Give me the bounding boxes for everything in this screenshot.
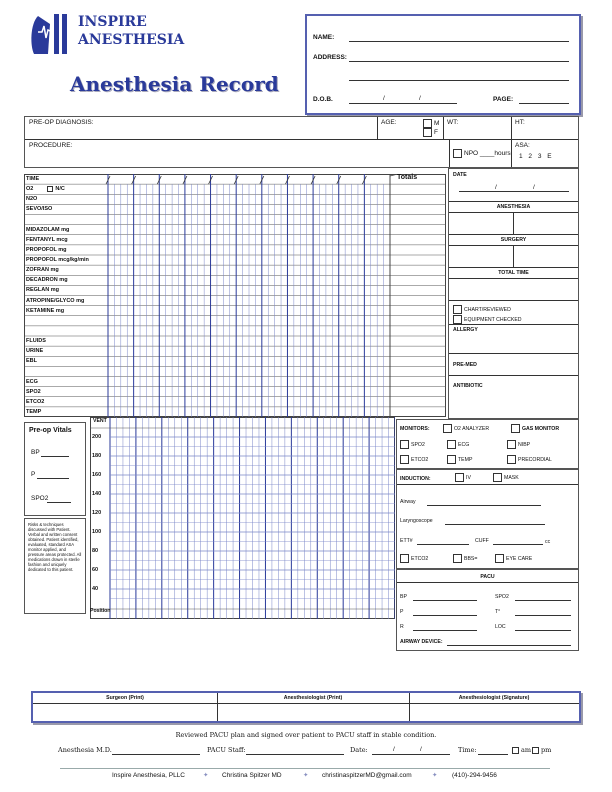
grid-row-label: O2 N/C xyxy=(26,186,65,193)
pacu-t-field[interactable] xyxy=(515,615,571,616)
pacu-box xyxy=(396,569,579,651)
p-label: P xyxy=(31,471,36,478)
totals-label: Totals xyxy=(397,174,418,181)
vitals-scale-label: 40 xyxy=(92,586,99,592)
vitals-grid-lines xyxy=(90,417,395,619)
grid-row-label: URINE xyxy=(26,348,44,355)
pacu-staff-label: PACU Staff: xyxy=(207,746,246,754)
grid-row-label: KETAMINE mg xyxy=(26,307,65,314)
eye-care-checkbox[interactable]: EYE CARE xyxy=(495,554,532,563)
address-field-1[interactable] xyxy=(349,61,569,62)
asa-label: ASA: xyxy=(515,142,530,149)
monitor-gas[interactable]: GAS MONITOR xyxy=(511,424,559,433)
footer-date-field[interactable] xyxy=(372,754,450,755)
surgery-time-label: SURGERY xyxy=(500,237,527,243)
header-box xyxy=(24,116,579,168)
footer-date-label: Date: xyxy=(350,746,368,754)
pacu-spo2-field[interactable] xyxy=(515,600,571,601)
chart-reviewed-checkbox[interactable]: CHART/REVIEWED xyxy=(453,305,511,314)
airway-device-field[interactable] xyxy=(447,645,571,646)
vitals-scale-label: 180 xyxy=(92,453,102,459)
grid-row-label: PROPOFOL mg xyxy=(26,246,67,253)
preop-vitals-title: Pre-op Vitals xyxy=(29,427,72,434)
grid-row-label: TIME xyxy=(26,176,40,182)
induction-mask[interactable]: MASK xyxy=(493,473,519,482)
anesthesia-md-field[interactable] xyxy=(112,754,200,755)
footer-separator-icon: ✦ xyxy=(203,772,209,779)
vitals-scale-label: 100 xyxy=(92,529,102,535)
grid-row-label: FENTANYL mcg xyxy=(26,236,68,243)
pacu-spo2-label: SPO2 xyxy=(495,594,509,600)
brand-line2: ANESTHESIA xyxy=(78,32,185,48)
vitals-scale-label: 200 xyxy=(92,434,102,440)
footer-time-field[interactable] xyxy=(478,754,508,755)
monitor-precordial[interactable]: PRECORDIAL xyxy=(507,455,552,464)
grid-row-label: SPO2 xyxy=(26,388,41,395)
vitals-scale-label: 80 xyxy=(92,548,99,554)
pacu-p-field[interactable] xyxy=(413,615,477,616)
pacu-loc-label: LOC xyxy=(495,624,506,630)
name-field[interactable] xyxy=(349,41,569,42)
page-label: PAGE: xyxy=(493,96,514,103)
procedure-label: PROCEDURE: xyxy=(29,142,73,149)
footer-company: Inspire Anesthesia, PLLC xyxy=(112,772,185,779)
anesthesiologist-signature-label: Anesthesiologist (Signature) xyxy=(458,695,530,701)
bp-field[interactable] xyxy=(41,456,69,457)
preop-vitals-box xyxy=(24,422,86,516)
induction-iv[interactable]: IV xyxy=(455,473,471,482)
premed-label: PRE-MED xyxy=(453,362,477,368)
grid-row-label: REGLAN mg xyxy=(26,287,59,294)
surgeon-print-label: Surgeon (Print) xyxy=(106,695,144,701)
grid-row-label: SEVO/ISO xyxy=(26,206,53,213)
footer-separator-icon: ✦ xyxy=(303,772,309,779)
anesthesia-md-label: Anesthesia M.D. xyxy=(58,746,112,754)
induction-label: INDUCTION: xyxy=(400,476,431,482)
sex-m[interactable]: M xyxy=(423,119,439,128)
lungs-logo-icon xyxy=(28,10,76,58)
bbs-checkbox[interactable]: BBS= xyxy=(453,554,477,563)
footer-email[interactable]: christinaspitzerMD@gmail.com xyxy=(322,772,412,779)
grid-row-label: DECADRON mg xyxy=(26,277,68,284)
p-field[interactable] xyxy=(37,478,69,479)
signature-box xyxy=(31,691,581,723)
antibiotic-label: ANTIBIOTIC xyxy=(453,383,483,389)
age-label: AGE: xyxy=(381,119,397,126)
grid-row-label: ETCO2 xyxy=(26,398,45,405)
anesthesiologist-signature-field[interactable] xyxy=(411,705,577,719)
pacu-p-label: P xyxy=(400,609,404,615)
airway-label: Airway xyxy=(400,499,416,505)
address-field-2[interactable] xyxy=(349,80,569,81)
grid-row-label: ATROPINE/GLYCO mg xyxy=(26,297,85,304)
name-label: NAME: xyxy=(313,34,335,41)
grid-row-label: ZOFRAN mg xyxy=(26,267,59,274)
pacu-r-label: R xyxy=(400,624,404,630)
monitor-temp[interactable]: TEMP xyxy=(447,455,472,464)
patient-box: NAME: ADDRESS: D.O.B. / / PAGE: xyxy=(305,14,581,115)
dob-field[interactable] xyxy=(349,103,457,104)
pm-checkbox[interactable]: pm xyxy=(532,746,551,754)
page-title: Anesthesia Record xyxy=(70,72,279,96)
grid-row-label: TEMP xyxy=(26,408,42,415)
vitals-chart xyxy=(90,417,395,619)
laryngoscope-label: Laryngoscope xyxy=(400,518,433,524)
surgeon-print-field[interactable] xyxy=(35,705,215,719)
am-checkbox[interactable]: am xyxy=(512,746,531,754)
pacu-bp-label: BP xyxy=(400,594,407,600)
vitals-scale-label: 160 xyxy=(92,472,102,478)
pacu-loc-field[interactable] xyxy=(515,630,571,631)
induction-box xyxy=(396,469,579,569)
grid-row-label: ECG xyxy=(26,378,38,385)
sex-f[interactable]: F xyxy=(423,128,438,137)
footer-separator-icon: ✦ xyxy=(432,772,438,779)
grid-row-label: FLUIDS xyxy=(26,338,46,344)
monitors-box xyxy=(396,419,579,469)
address-label: ADDRESS: xyxy=(313,54,347,61)
grid-row-label: N2O xyxy=(26,196,38,203)
grid-row-label: EBL xyxy=(26,358,37,365)
etco2-checkbox[interactable]: ETCO2 xyxy=(400,554,428,563)
vitals-scale-label: 140 xyxy=(92,491,102,497)
grid-lines xyxy=(24,174,446,417)
pacu-r-field[interactable] xyxy=(413,630,477,631)
asa-options[interactable]: 1 2 3 E xyxy=(519,153,552,160)
cc-label: cc xyxy=(545,539,551,545)
date-field[interactable] xyxy=(459,191,569,192)
monitor-ecg[interactable]: ECG xyxy=(447,440,469,449)
o2-nc-checkbox[interactable]: N/C xyxy=(47,186,64,192)
airway-device-label: AIRWAY DEVICE: xyxy=(400,639,443,645)
equipment-checked-checkbox[interactable]: EQUIPMENT CHECKED xyxy=(453,315,522,324)
dob-label: D.O.B. xyxy=(313,96,333,103)
cuff-field[interactable] xyxy=(493,544,543,545)
vent-label: VENT xyxy=(93,418,107,424)
ett-field[interactable] xyxy=(417,544,469,545)
right-info-column: DATE / / ANESTHESIA SURGERY TOTAL TIME CHART/REVIEWED EQUIPMENT CHECKED ALLERGY PRE-MED ANTIBIOTIC xyxy=(448,168,579,419)
footer-person: Christina Spitzer MD xyxy=(222,772,282,779)
npo-checkbox[interactable]: NPO ____hours xyxy=(453,149,511,158)
position-label: Position xyxy=(90,608,111,614)
anesthesia-time-label: ANESTHESIA xyxy=(496,204,531,210)
footer-phone: (410)-294-9456 xyxy=(452,772,497,779)
monitor-etco2[interactable]: ETCO2 xyxy=(400,455,428,464)
grid-row-label: MIDAZOLAM mg xyxy=(26,226,70,233)
monitors-label: MONITORS: xyxy=(400,426,430,432)
grid-row-label: PROPOFOL mcg/kg/min xyxy=(26,257,89,263)
consent-note: Risks & techniques discussed with Patient. Verbal and written consent obtained. Patient identified, evaluated, standard ASA monitor applied, and pressure areas protected. All medications drawn in sterile fashion and uniquely dedicated to this patient. xyxy=(24,518,86,614)
anesthesia-grid xyxy=(24,174,446,417)
vitals-scale-label: 120 xyxy=(92,510,102,516)
monitor-nibp[interactable]: NIBP xyxy=(507,440,530,449)
footer-time-label: Time: xyxy=(458,746,477,754)
anesthesiologist-print-label: Anesthesiologist (Print) xyxy=(283,695,343,701)
ht-label: HT: xyxy=(515,119,525,126)
total-time-label: TOTAL TIME xyxy=(498,270,529,276)
pacu-bp-field[interactable] xyxy=(413,600,477,601)
pacu-staff-field[interactable] xyxy=(246,754,344,755)
ett-label: ETT# xyxy=(400,538,413,544)
logo xyxy=(28,10,193,58)
monitor-o2-analyzer[interactable]: O2 ANALYZER xyxy=(443,424,489,433)
wt-label: WT: xyxy=(447,119,459,126)
vitals-scale-label: 60 xyxy=(92,567,99,573)
cuff-label: CUFF xyxy=(475,538,489,544)
pacu-title: PACU xyxy=(480,574,495,580)
preop-diagnosis-label: PRE-OP DIAGNOSIS: xyxy=(29,119,94,126)
brand-line1: INSPIRE xyxy=(78,14,147,30)
airway-field[interactable] xyxy=(427,505,541,506)
monitor-spo2[interactable]: SPO2 xyxy=(400,440,425,449)
pacu-t-label: T° xyxy=(495,609,501,615)
anesthesiologist-print-field[interactable] xyxy=(219,705,407,719)
allergy-label: ALLERGY xyxy=(453,327,478,333)
page-field[interactable] xyxy=(519,103,569,104)
bp-label: BP xyxy=(31,449,40,456)
spo2-label: SPO2 xyxy=(31,495,49,502)
date-label: DATE xyxy=(453,172,467,178)
laryngoscope-field[interactable] xyxy=(445,524,545,525)
handoff-statement: Reviewed PACU plan and signed over patient to PACU staff in stable condition. xyxy=(175,731,437,739)
spo2-field[interactable] xyxy=(47,502,71,503)
